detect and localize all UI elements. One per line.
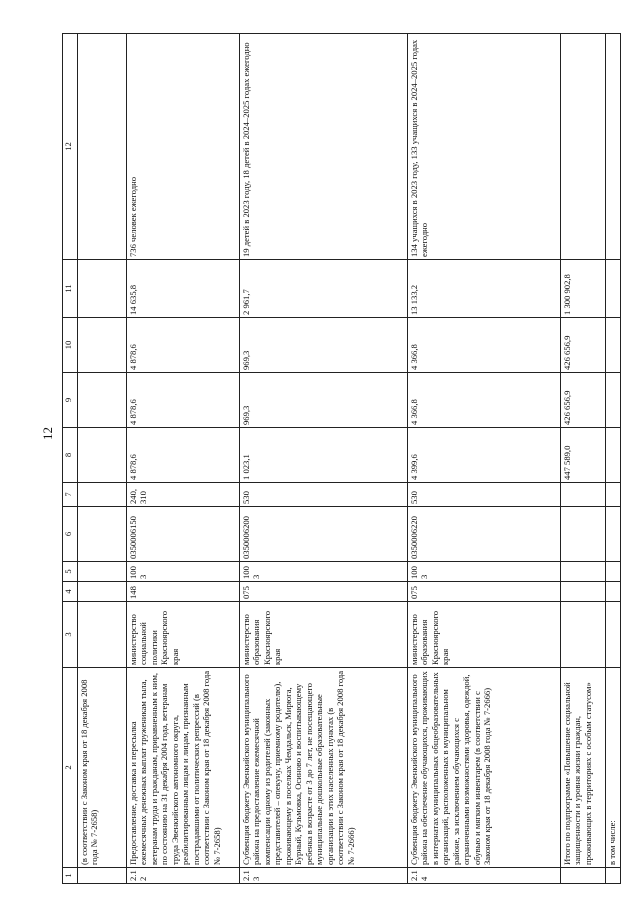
- expected-result: 736 человек ежегодно: [127, 34, 240, 260]
- header-cell: 7: [63, 483, 78, 507]
- amount-2023: 4 878,6: [127, 428, 240, 483]
- amount-total: 13 133,2: [408, 260, 561, 318]
- amount-2023: 1 023,1: [240, 428, 408, 483]
- amount-total: 14 635,8: [127, 260, 240, 318]
- vr-code: 530: [240, 483, 408, 507]
- grbs-code: 075: [240, 582, 408, 602]
- header-cell: 5: [63, 562, 78, 582]
- rzpr-code: 1003: [240, 562, 408, 582]
- csr-code: 0350006200: [240, 507, 408, 562]
- header-cell: 4: [63, 582, 78, 602]
- amount-2024: 4 878,6: [127, 373, 240, 428]
- table-row: [240, 34, 408, 884]
- measure-name: Субвенция бюджету Эвенкийского муниципального района на обеспечение обучающихся, проживающих в интернатах муниципальных общеобразовательных организаций, расположенных в муниципальном районе, за исключением обучающихся с ограниченными возможностями здоровья, одеждой, обувью и мягким инвентарем (в соответствии с Законом края от 18 декабря 2008 года № 7-2666): [408, 668, 561, 868]
- header-cell: 3: [63, 602, 78, 668]
- row-number: 2.13: [240, 868, 408, 884]
- rzpr-code: 1003: [408, 562, 561, 582]
- amount-2025: 969,3: [240, 318, 408, 373]
- header-cell: 9: [63, 373, 78, 428]
- amount-2025: 4 878,6: [127, 318, 240, 373]
- measure-name: Субвенция бюджету Эвенкийского муниципального района на предоставление ежемесячной компенсации одному из родителей (законных представителей – опекуну, приемному родителю), проживающему в поселках Чемдальск, Мирюга, Бурный, Кузьмовка, Осиново и воспитывающему ребенка в возрасте от 3 до 7 лет, не посещающего муниципальные дошкольные образовательные организации в этих населенных пунктах (в соответствии с Законом края от 18 декабря 2008 года № 7-2666): [240, 668, 408, 868]
- header-cell: 10: [63, 318, 78, 373]
- including-label: в том числе:: [606, 668, 621, 868]
- total-row: [561, 34, 606, 884]
- vr-code: 530: [408, 483, 561, 507]
- expected-result: 134 учащихся в 2023 году, 133 учащихся в 2024–2025 годах ежегодно: [408, 34, 561, 260]
- rotated-table-wrapper: [62, 34, 624, 884]
- table-row: [127, 34, 240, 884]
- table-row: [408, 34, 561, 884]
- amount-2024: 4 366,8: [408, 373, 561, 428]
- carry-over-text: (в соответствии с Законом края от 18 декабря 2008 года № 7-2658): [78, 668, 127, 868]
- header-row: [63, 34, 78, 884]
- expected-result: 19 детей в 2023 году, 18 детей в 2024–2025 годах ежегодно: [240, 34, 408, 260]
- measure-name: Предоставление, доставка и пересылка ежемесячных денежных выплат труженикам тыла, ветеранам труда и гражданам, приравненным к ним, по состоянию на 31 декабря 2004 года, ветеранам труда Эвенкийского автономного округа, реабилитированным лицам и лицам, признанным пострадавшими от политических репрессий (в соответствии с Законом края от 18 декабря 2008 года № 7-2658): [127, 668, 240, 868]
- grbs-code: 148: [127, 582, 240, 602]
- header-cell: 11: [63, 260, 78, 318]
- amount-2025: 4 366,8: [408, 318, 561, 373]
- header-cell: 6: [63, 507, 78, 562]
- gr-bs: министерство образования Красноярского края: [240, 602, 408, 668]
- header-cell: 12: [63, 34, 78, 260]
- csr-code: 0350006220: [408, 507, 561, 562]
- including-row: [606, 34, 621, 884]
- row-number: 2.14: [408, 868, 561, 884]
- amount-2024: 969,3: [240, 373, 408, 428]
- amount-2023: 4 399,6: [408, 428, 561, 483]
- header-cell: 8: [63, 428, 78, 483]
- gr-bs: министерство образования Красноярского края: [408, 602, 561, 668]
- total-sum: 1 300 902,8: [561, 260, 606, 318]
- amount-total: 2 961,7: [240, 260, 408, 318]
- gr-bs: министерство социальной политики Красноярского края: [127, 602, 240, 668]
- vr-code: 240, 310: [127, 483, 240, 507]
- total-2025: 426 656,9: [561, 318, 606, 373]
- header-cell: 2: [63, 668, 78, 868]
- header-cell: 1: [63, 868, 78, 884]
- page-number: 12: [40, 427, 55, 440]
- row-number: 2.12: [127, 868, 240, 884]
- total-label: Итого по подпрограмме «Повышение социальной защищенности и уровня жизни граждан, проживающих в территориях с особым статусом»: [561, 668, 606, 868]
- grbs-code: 075: [408, 582, 561, 602]
- budget-table: [62, 33, 621, 884]
- total-2023: 447 589,0: [561, 428, 606, 483]
- table-row: [78, 34, 127, 884]
- csr-code: 0350006150: [127, 507, 240, 562]
- rzpr-code: 1003: [127, 562, 240, 582]
- total-2024: 426 656,9: [561, 373, 606, 428]
